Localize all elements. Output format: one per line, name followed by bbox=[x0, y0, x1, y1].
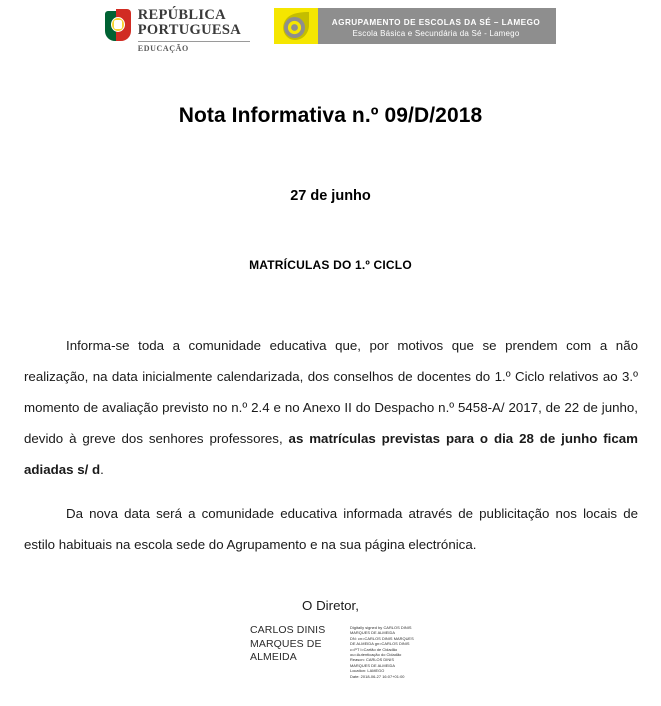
signature-metadata-line: ou=Autenticação do Cidadão bbox=[350, 652, 402, 658]
paragraph-1-emphasis: as matrículas previstas para o dia 28 de junho ficam adiadas s/ d bbox=[24, 431, 638, 477]
agrupamento-logo bbox=[274, 8, 556, 44]
republica-line2: PORTUGUESA bbox=[137, 22, 241, 38]
paragraph-1-tail: . bbox=[100, 462, 104, 477]
republica-line1: REPÚBLICA bbox=[137, 7, 226, 23]
document-body bbox=[24, 330, 638, 560]
paragraph-2: Da nova data será a comunidade educativa informada através de publicitação nos locais de estilo habituais na escola sede do Agrupamento e na sua página electrónica. bbox=[24, 506, 638, 552]
signature-metadata-line: DN: cn=CARLOS DINIS MARQUES bbox=[350, 635, 414, 641]
digital-signature-block bbox=[250, 624, 450, 679]
agrupamento-line1: AGRUPAMENTO DE ESCOLAS DA SÉ – LAMEGO bbox=[331, 18, 541, 27]
portugal-coat-of-arms-icon bbox=[105, 9, 131, 43]
signature-metadata-line: Digitally signed by CARLOS DINIS bbox=[350, 625, 412, 630]
paragraph-1-text: Informa-se toda a comunidade educativa que, por motivos que se prendem com a não realização, na data inicialmente calendarizada, dos conselhos de docentes do 1.º Ciclo relativos ao 3.º momento de avaliação previsto no n.º 2.4 e no Anexo II do Despacho n.º 5458-A/ 2017, de 22 de junho, devido à greve dos senhores professores, bbox=[24, 338, 638, 446]
republica-divider bbox=[138, 41, 250, 42]
signature-metadata-line: Location: LAMEGO bbox=[350, 668, 385, 674]
paragraph-1 bbox=[24, 330, 638, 485]
page-title: Nota Informativa n.º 09/D/2018 bbox=[178, 104, 483, 127]
agrupamento-line2: Escola Básica e Secundária da Sé - Lamego bbox=[352, 29, 520, 38]
signature-role: O Diretor, bbox=[302, 598, 359, 613]
agrupamento-band bbox=[318, 8, 556, 44]
signature-metadata-line: c=PT l=Cartão de Cidadão bbox=[350, 646, 398, 652]
signature-name: CARLOS DINIS MARQUES DE ALMEIDA bbox=[250, 624, 326, 663]
signature-metadata bbox=[350, 624, 440, 679]
signature-metadata-line: Reason: CARLOS DINIS bbox=[350, 657, 395, 663]
document-subject: MATRÍCULAS DO 1.º CICLO bbox=[249, 258, 412, 272]
signature-metadata-line: MARQUES DE ALMEIDA bbox=[350, 662, 396, 668]
document-header bbox=[0, 8, 661, 60]
signature-metadata-line: MARQUES DE ALMEIDA bbox=[350, 630, 396, 636]
republica-portuguesa-logo bbox=[105, 8, 250, 53]
signature-metadata-line: DE ALMEIDA gn=CARLOS DINIS bbox=[350, 641, 410, 647]
school-logo-icon bbox=[274, 8, 318, 44]
signature-metadata-line: Date: 2018-06-27 16:07+01:00 bbox=[350, 673, 405, 679]
republica-subtitle: EDUCAÇÃO bbox=[137, 44, 189, 53]
document-date: 27 de junho bbox=[290, 188, 371, 204]
